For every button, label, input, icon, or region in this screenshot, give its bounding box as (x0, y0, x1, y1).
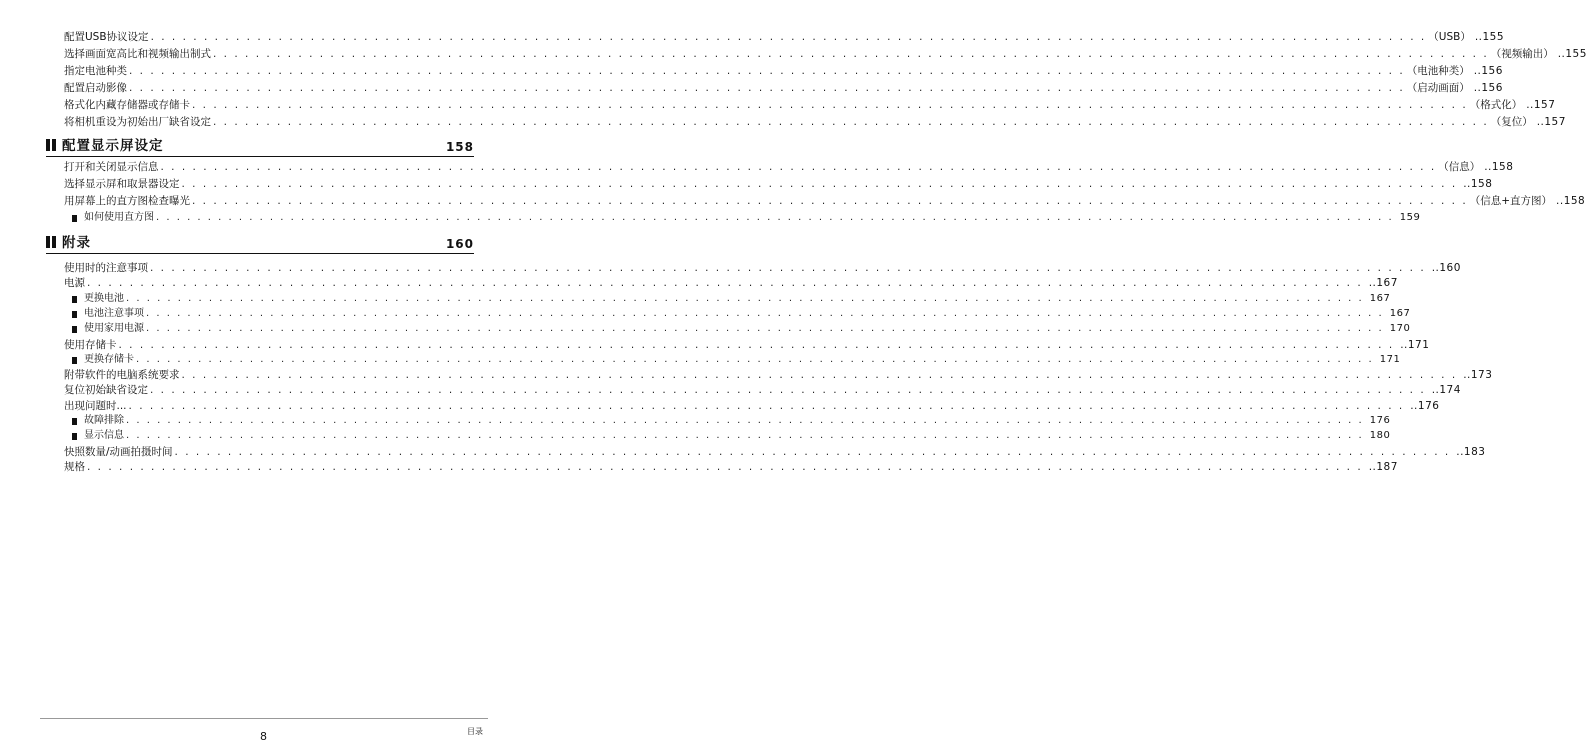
bullet-icon (72, 433, 77, 440)
entry-page: ..160 (1431, 262, 1461, 274)
entry-page: ..158 (1463, 178, 1493, 190)
entry-title: 规格 (64, 460, 85, 473)
dot-leader: . . . . . . . . . . . . . . . . . . . . . . . . . . . . . . . . . . . . . . . . . . . . . . . . . . . . . . . . . . . . . . . . . . . . . . . . . . . . . . . . . . . . . . . . . . . . . . . . . . . . . . . . . . . . . . . . . . . . . . . . (174, 445, 1451, 458)
dot-leader: . . . . . . . . . . . . . . . . . . . . . . . . . . . . . . . . . . . . . . . . . . . . . . . . . . . . . . . . . . . . . . . . . . . . . . . . . . . . . . . . . . . . . . . . . . . . . . . . . . . . . . . . . . . . . . . . . . . . . . . . (129, 65, 1405, 77)
entry-page: ..167 (1368, 277, 1398, 290)
dot-leader: . . . . . . . . . . . . . . . . . . . . . . . . . . . . . . . . . . . . . . . . . . . . . . . . . . . . . . . . . . . . . . . . . . . . . . . . . . . . . . . . . . . . . . . . . . . . . . . . . . . . . . . . . . . . . . . . . . . . . . . . (146, 323, 1384, 335)
entry-page: ..157 (1526, 99, 1556, 111)
entry-title: 电源 (64, 277, 85, 290)
entry-page: ..156 (1473, 65, 1503, 77)
entry-tag: （格式化） (1469, 99, 1523, 111)
entry-page: ..158 (1556, 195, 1586, 207)
entry-title: 快照数量/动画拍摄时间 (64, 445, 173, 458)
entry-title: 故障排除 (84, 415, 124, 426)
dot-leader: . . . . . . . . . . . . . . . . . . . . . . . . . . . . . . . . . . . . . . . . . . . . . . . . . . . . . . . . . . . . . . . . . . . . . . . . . . . . . . . . . . . . . . . . . . . . . . . . . . . . . . . . . . . . . . . . . . . . . . . . (146, 307, 1384, 319)
dot-leader: . . . . . . . . . . . . . . . . . . . . . . . . . . . . . . . . . . . . . . . . . . . . . . . . . . . . . . . . . . . . . . . . . . . . . . . . . . . . . . . . . . . . . . . . . . . . . . . . . . . . . . . . . . . . . . . . . . . . . . . . (150, 384, 1426, 397)
entry-title: 更换存储卡 (84, 353, 134, 365)
section-page: 158 (445, 140, 474, 154)
entry-page: 171 (1379, 353, 1401, 365)
dot-leader: . . . . . . . . . . . . . . . . . . . . . . . . . . . . . . . . . . . . . . . . . . . . . . . . . . . . . . . . . . . . . . . . . . . . . . . . . . . . . . . . . . . . . . . . . . . . . . . . . . . . . . . . . . . . . . . . . . . . . . . . (126, 292, 1364, 304)
toc-entry[interactable] (64, 459, 1398, 475)
entry-page: ..155 (1557, 48, 1587, 60)
toc-entry[interactable] (64, 97, 1556, 113)
entry-page: ..157 (1536, 116, 1566, 128)
entry-page: ..183 (1456, 445, 1486, 458)
entry-title: 出现问题时... (64, 399, 127, 412)
dot-leader: . . . . . . . . . . . . . . . . . . . . . . . . . . . . . . . . . . . . . . . . . . . . . . . . . . . . . . . . . . . . . . . . . . . . . . . . . . . . . . . . . . . . . . . . . . . . . . . . . . . . . . . . . . . . . . . . . . . . . . . . (150, 31, 1427, 43)
entry-tag: （复位） (1490, 116, 1533, 128)
footer-divider (40, 718, 488, 719)
dot-leader: . . . . . . . . . . . . . . . . . . . . . . . . . . . . . . . . . . . . . . . . . . . . . . . . . . . . . . . . . . . . . . . . . . . . . . . . . . . . . . . . . . . . . . . . . . . . . . . . . . . . . . . . . . . . . . . . . . . . . . . . (192, 195, 1468, 207)
entry-tag: （视频输出） (1490, 48, 1554, 60)
toc-entry[interactable] (64, 382, 1461, 398)
entry-page: ..173 (1463, 369, 1493, 382)
section-page: 160 (445, 237, 474, 251)
bullet-icon (72, 418, 77, 425)
toc-sub-entry[interactable] (72, 210, 1421, 226)
entry-title: 附带软件的电脑系统要求 (64, 369, 180, 382)
entry-page: ..187 (1368, 460, 1398, 473)
section-heading[interactable] (46, 134, 474, 157)
toc-entry[interactable] (64, 398, 1440, 414)
bullet-icon (72, 296, 77, 303)
entry-title: 使用存储卡 (64, 338, 117, 351)
entry-tag: （电池种类） (1406, 65, 1470, 77)
entry-page: 176 (1369, 415, 1391, 426)
dot-leader: . . . . . . . . . . . . . . . . . . . . . . . . . . . . . . . . . . . . . . . . . . . . . . . . . . . . . . . . . . . . . . . . . . . . . . . . . . . . . . . . . . . . . . . . . . . . . . . . . . . . . . . . . . . . . . . . . . . . . . . . (118, 338, 1395, 351)
entry-page: ..156 (1473, 82, 1503, 94)
toc-entry[interactable] (64, 367, 1493, 383)
entry-title: 打开和关闭显示信息 (64, 161, 159, 173)
entry-title: 格式化内藏存储器或存储卡 (64, 99, 190, 111)
toc-entry[interactable] (64, 114, 1566, 130)
section-marker-icon (46, 139, 56, 151)
bullet-icon (72, 311, 77, 318)
toc-sub-entry[interactable] (72, 306, 1411, 322)
dot-leader: . . . . . . . . . . . . . . . . . . . . . . . . . . . . . . . . . . . . . . . . . . . . . . . . . . . . . . . . . . . . . . . . . . . . . . . . . . . . . . . . . . . . . . . . . . . . . . . . . . . . . . . . . . . . . . . . . . . . . . . . (213, 48, 1489, 60)
entry-title: 使用时的注意事项 (64, 262, 148, 274)
entry-page: 170 (1389, 323, 1411, 335)
section-title: 附录 (62, 235, 91, 251)
toc-sub-entry[interactable] (72, 413, 1391, 429)
entry-page: ..171 (1400, 338, 1430, 351)
toc-entry[interactable] (64, 176, 1493, 192)
dot-leader: . . . . . . . . . . . . . . . . . . . . . . . . . . . . . . . . . . . . . . . . . . . . . . . . . . . . . . . . . . . . . . . . . . . . . . . . . . . . . . . . . . . . . . . . . . . . . . . . . . . . . . . . . . . . . . . . . . . . . . . . (181, 178, 1458, 190)
entry-title: 配置启动影像 (64, 82, 127, 94)
bullet-icon (72, 357, 77, 364)
toc-entry[interactable] (64, 46, 1587, 62)
toc-entry[interactable] (64, 63, 1503, 79)
dot-leader: . . . . . . . . . . . . . . . . . . . . . . . . . . . . . . . . . . . . . . . . . . . . . . . . . . . . . . . . . . . . . . . . . . . . . . . . . . . . . . . . . . . . . . . . . . . . . . . . . . . . . . . . . . . . . . . . . . . . . . . . (136, 353, 1374, 365)
entry-page: ..155 (1474, 31, 1505, 43)
dot-leader: . . . . . . . . . . . . . . . . . . . . . . . . . . . . . . . . . . . . . . . . . . . . . . . . . . . . . . . . . . . . . . . . . . . . . . . . . . . . . . . . . . . . . . . . . . . . . . . . . . . . . . . . . . . . . . . . . . . . . . . . (128, 399, 1405, 412)
toc-sub-entry[interactable] (72, 321, 1411, 337)
entry-title: 如何使用直方图 (84, 212, 154, 223)
entry-title: 配置USB协议设定 (64, 31, 149, 43)
toc-sub-entry[interactable] (72, 352, 1401, 368)
entry-page: 159 (1399, 212, 1421, 223)
entry-tag: （信息+直方图） (1469, 195, 1553, 207)
toc-entry[interactable] (64, 337, 1430, 353)
dot-leader: . . . . . . . . . . . . . . . . . . . . . . . . . . . . . . . . . . . . . . . . . . . . . . . . . . . . . . . . . . . . . . . . . . . . . . . . . . . . . . . . . . . . . . . . . . . . . . . . . . . . . . . . . . . . . . . . . . . . . . . . (126, 415, 1364, 426)
entry-page: ..176 (1410, 399, 1440, 412)
toc-entry[interactable] (64, 260, 1461, 276)
entry-title: 更换电池 (84, 292, 124, 304)
section-marker-icon (46, 236, 56, 248)
entry-title: 电池注意事项 (84, 307, 144, 319)
dot-leader: . . . . . . . . . . . . . . . . . . . . . . . . . . . . . . . . . . . . . . . . . . . . . . . . . . . . . . . . . . . . . . . . . . . . . . . . . . . . . . . . . . . . . . . . . . . . . . . . . . . . . . . . . . . . . . . . . . . . . . . . (87, 277, 1363, 290)
dot-leader: . . . . . . . . . . . . . . . . . . . . . . . . . . . . . . . . . . . . . . . . . . . . . . . . . . . . . . . . . . . . . . . . . . . . . . . . . . . . . . . . . . . . . . . . . . . . . . . . . . . . . . . . . . . . . . . . . . . . . . . . (160, 161, 1437, 173)
section-title: 配置显示屏设定 (62, 138, 164, 154)
toc-entry[interactable] (64, 275, 1398, 291)
entry-title: 将相机重设为初始出厂缺省设定 (64, 116, 211, 128)
entry-title: 指定电池种类 (64, 65, 127, 77)
entry-title: 复位初始缺省设定 (64, 384, 148, 397)
toc-entry[interactable] (64, 444, 1486, 460)
page-number: 8 (260, 730, 267, 743)
entry-title: 选择画面宽高比和视频输出制式 (64, 48, 211, 60)
entry-tag: （信息） (1438, 161, 1481, 173)
toc-entry[interactable] (64, 159, 1514, 175)
entry-title: 选择显示屏和取景器设定 (64, 178, 180, 190)
dot-leader: . . . . . . . . . . . . . . . . . . . . . . . . . . . . . . . . . . . . . . . . . . . . . . . . . . . . . . . . . . . . . . . . . . . . . . . . . . . . . . . . . . . . . . . . . . . . . . . . . . . . . . . . . . . . . . . . . . . . . . . . (129, 82, 1405, 94)
entry-page: 167 (1369, 292, 1391, 304)
entry-tag: （USB） (1428, 31, 1471, 43)
toc-entry[interactable] (64, 80, 1503, 96)
dot-leader: . . . . . . . . . . . . . . . . . . . . . . . . . . . . . . . . . . . . . . . . . . . . . . . . . . . . . . . . . . . . . . . . . . . . . . . . . . . . . . . . . . . . . . . . . . . . . . . . . . . . . . . . . . . . . . . . . . . . . . . . (126, 430, 1364, 442)
entry-page: 180 (1369, 430, 1391, 442)
dot-leader: . . . . . . . . . . . . . . . . . . . . . . . . . . . . . . . . . . . . . . . . . . . . . . . . . . . . . . . . . . . . . . . . . . . . . . . . . . . . . . . . . . . . . . . . . . . . . . . . . . . . . . . . . . . . . . . . . . . . . . . . (156, 212, 1394, 223)
toc-sub-entry[interactable] (72, 428, 1391, 444)
footer-label: 目录 (467, 727, 483, 736)
dot-leader: . . . . . . . . . . . . . . . . . . . . . . . . . . . . . . . . . . . . . . . . . . . . . . . . . . . . . . . . . . . . . . . . . . . . . . . . . . . . . . . . . . . . . . . . . . . . . . . . . . . . . . . . . . . . . . . . . . . . . . . . (192, 99, 1468, 111)
entry-page: ..174 (1431, 384, 1461, 397)
entry-title: 用屏幕上的直方图检查曝光 (64, 195, 190, 207)
dot-leader: . . . . . . . . . . . . . . . . . . . . . . . . . . . . . . . . . . . . . . . . . . . . . . . . . . . . . . . . . . . . . . . . . . . . . . . . . . . . . . . . . . . . . . . . . . . . . . . . . . . . . . . . . . . . . . . . . . . . . . . . (150, 262, 1426, 274)
entry-page: ..158 (1484, 161, 1514, 173)
entry-page: 167 (1389, 307, 1411, 319)
toc-entry[interactable] (64, 29, 1505, 45)
entry-title: 显示信息 (84, 430, 124, 442)
entry-tag: （启动画面） (1406, 82, 1470, 94)
section-heading[interactable] (46, 231, 474, 254)
bullet-icon (72, 326, 77, 333)
bullet-icon (72, 215, 77, 222)
toc-sub-entry[interactable] (72, 291, 1391, 307)
dot-leader: . . . . . . . . . . . . . . . . . . . . . . . . . . . . . . . . . . . . . . . . . . . . . . . . . . . . . . . . . . . . . . . . . . . . . . . . . . . . . . . . . . . . . . . . . . . . . . . . . . . . . . . . . . . . . . . . . . . . . . . . (87, 460, 1363, 473)
dot-leader: . . . . . . . . . . . . . . . . . . . . . . . . . . . . . . . . . . . . . . . . . . . . . . . . . . . . . . . . . . . . . . . . . . . . . . . . . . . . . . . . . . . . . . . . . . . . . . . . . . . . . . . . . . . . . . . . . . . . . . . . (181, 369, 1458, 382)
entry-title: 使用家用电源 (84, 323, 144, 335)
dot-leader: . . . . . . . . . . . . . . . . . . . . . . . . . . . . . . . . . . . . . . . . . . . . . . . . . . . . . . . . . . . . . . . . . . . . . . . . . . . . . . . . . . . . . . . . . . . . . . . . . . . . . . . . . . . . . . . . . . . . . . . . (213, 116, 1489, 128)
toc-entry[interactable] (64, 193, 1586, 209)
